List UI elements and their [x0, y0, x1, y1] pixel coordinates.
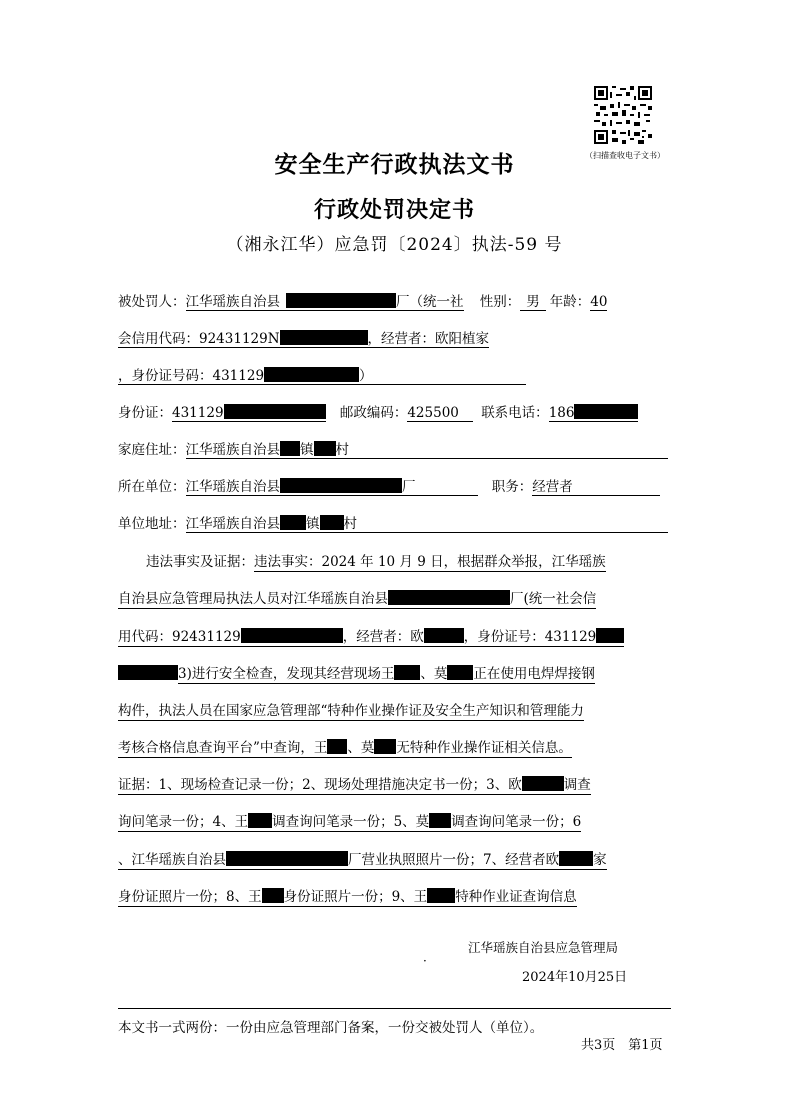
party-name-b: 厂（统一社 [396, 294, 464, 310]
redaction-block [394, 665, 420, 680]
evidence-text: 特种作业证查询信息 [455, 889, 577, 905]
evidence-text: 身份证照片一份；8、王 [118, 889, 262, 905]
evidence-text: 证据：1、现场检查记录一份；2、现场处理措施决定书一份；3、欧 [118, 777, 522, 793]
home-c: 村 [335, 442, 349, 458]
redaction-block [388, 590, 510, 605]
facts-text: 、莫 [420, 666, 448, 682]
facts-line-4 [118, 662, 595, 682]
redaction-block [280, 330, 368, 345]
qr-code-icon[interactable] [594, 86, 652, 144]
footer-divider [118, 1008, 671, 1009]
redaction-block [574, 404, 638, 419]
id-number-b: ） [359, 368, 373, 384]
party-name-a: 江华瑶族自治县 [185, 294, 280, 310]
redaction-block [424, 628, 464, 643]
redaction-block [429, 813, 451, 828]
facts-line-6 [118, 736, 572, 756]
redaction-block [280, 515, 306, 530]
redaction-block [447, 665, 473, 680]
party-line-2 [118, 327, 489, 347]
issue-date: 2024年10月25日 [522, 970, 628, 985]
redaction-block [280, 441, 300, 456]
party-label: 被处罚人： [118, 294, 186, 310]
document-number: （湘永江华）应急罚〔2024〕执法-59 号 [226, 235, 563, 255]
unit-addr-b: 镇 [306, 516, 320, 532]
credit-code-a: 会信用代码：92431129N [118, 331, 280, 347]
facts-label: 违法事实及证据： [146, 554, 254, 570]
home-b: 镇 [300, 442, 314, 458]
evidence-text: 厂营业执照照片一份；7、经营者欧 [348, 852, 560, 868]
role-value: 经营者 [532, 475, 660, 496]
home-a: 江华瑶族自治县 [185, 442, 280, 458]
facts-text: 违法事实：2024 年 10 月 9 日，根据群众举报，江华瑶族 [254, 554, 606, 570]
evidence-line-1 [118, 773, 591, 793]
redaction-block [314, 441, 336, 456]
unit-b: 厂 [402, 479, 416, 495]
redaction-block [280, 478, 402, 493]
operator: ，经营者：欧阳植家 [367, 331, 490, 347]
evidence-text: 身份证照片一份；9、王 [283, 889, 428, 905]
facts-text: ，经营者：欧 [342, 629, 424, 645]
evidence-text: 询问笔录一份；4、王 [118, 814, 249, 830]
phone-label: 联系电话： [481, 405, 549, 421]
redaction-block [224, 404, 326, 419]
footer-note: 本文书一式两份：一份由应急管理部门备案，一份交被处罚人（单位）。 [118, 1020, 544, 1036]
document-title: 行政处罚决定书 [313, 197, 475, 223]
evidence-text: 调查询问笔录一份；6 [451, 814, 582, 830]
facts-text: 用代码：92431129 [118, 629, 241, 645]
evidence-line-4 [118, 885, 577, 905]
gender-label: 性别： [479, 294, 521, 310]
age-value: 40 [590, 294, 608, 310]
redaction-block [320, 515, 344, 530]
evidence-line-2 [118, 810, 581, 830]
redaction-block [248, 813, 272, 828]
redaction-block [264, 367, 359, 382]
redaction-block [286, 293, 396, 308]
post-value: 425500 [407, 405, 473, 422]
phone-value: 186 [548, 405, 575, 421]
employer-line [118, 475, 660, 496]
redaction-block [327, 739, 347, 754]
stray-dot: · [423, 954, 427, 968]
issuing-agency: 江华瑶族自治县应急管理局 [468, 940, 619, 955]
evidence-line-3 [118, 848, 607, 868]
facts-line-2 [118, 587, 596, 607]
unit-addr-label: 单位地址： [118, 516, 186, 532]
id-label: 身份证： [118, 405, 172, 421]
party-line-3 [118, 364, 526, 385]
facts-text: 3)进行安全检查，发现其经营现场王 [178, 666, 395, 682]
redaction-block [262, 888, 284, 903]
facts-text: 考核合格信息查询平台”中查询，王 [118, 740, 328, 756]
home-address-line [118, 438, 668, 459]
document-category-title: 安全生产行政执法文书 [274, 151, 515, 178]
evidence-text: 家 [593, 852, 607, 868]
evidence-text: 、江华瑶族自治县 [118, 852, 226, 868]
id-number-a: ，身份证号码：431129 [118, 368, 265, 384]
qr-caption: （扫描查收电子文书） [585, 151, 665, 160]
id-value: 431129 [172, 405, 224, 421]
evidence-text: 调查 [563, 777, 591, 793]
facts-text: 厂(统一社会信 [510, 591, 597, 607]
redaction-block [427, 888, 455, 903]
age-label: 年龄： [549, 294, 591, 310]
unit-address-line [118, 512, 668, 533]
gender-value: 男 [520, 294, 546, 311]
facts-line-5 [118, 699, 584, 719]
party-line-1 [118, 290, 607, 310]
page-indicator: 共3页 第1页 [581, 1038, 663, 1053]
unit-label: 所在单位： [118, 479, 186, 495]
redaction-block [118, 665, 178, 680]
contact-line [118, 401, 638, 421]
facts-text: 构件，执法人员在国家应急管理部“特种作业操作证及安全生产知识和管理能力 [118, 703, 584, 719]
redaction-block [559, 851, 593, 866]
home-label: 家庭住址： [118, 442, 186, 458]
unit-a: 江华瑶族自治县 [185, 479, 280, 495]
redaction-block [522, 776, 564, 791]
facts-text: 自治县应急管理局执法人员对江华瑶族自治县 [118, 591, 388, 607]
unit-addr-c: 村 [343, 516, 357, 532]
redaction-block [374, 739, 396, 754]
post-label: 邮政编码： [339, 405, 408, 421]
facts-text: 无特种作业操作证相关信息。 [396, 740, 572, 756]
facts-line-1 [146, 550, 606, 570]
redaction-block [226, 851, 348, 866]
redaction-block [596, 628, 624, 643]
facts-text: 、莫 [347, 740, 375, 756]
facts-text: 正在使用电焊焊接钢 [473, 666, 595, 682]
evidence-text: 调查询问笔录一份；5、莫 [272, 814, 430, 830]
facts-line-3 [118, 625, 624, 645]
redaction-block [241, 628, 343, 643]
role-label: 职务： [491, 479, 533, 495]
facts-text: ，身份证号：431129 [463, 629, 597, 645]
unit-addr-a: 江华瑶族自治县 [185, 516, 280, 532]
